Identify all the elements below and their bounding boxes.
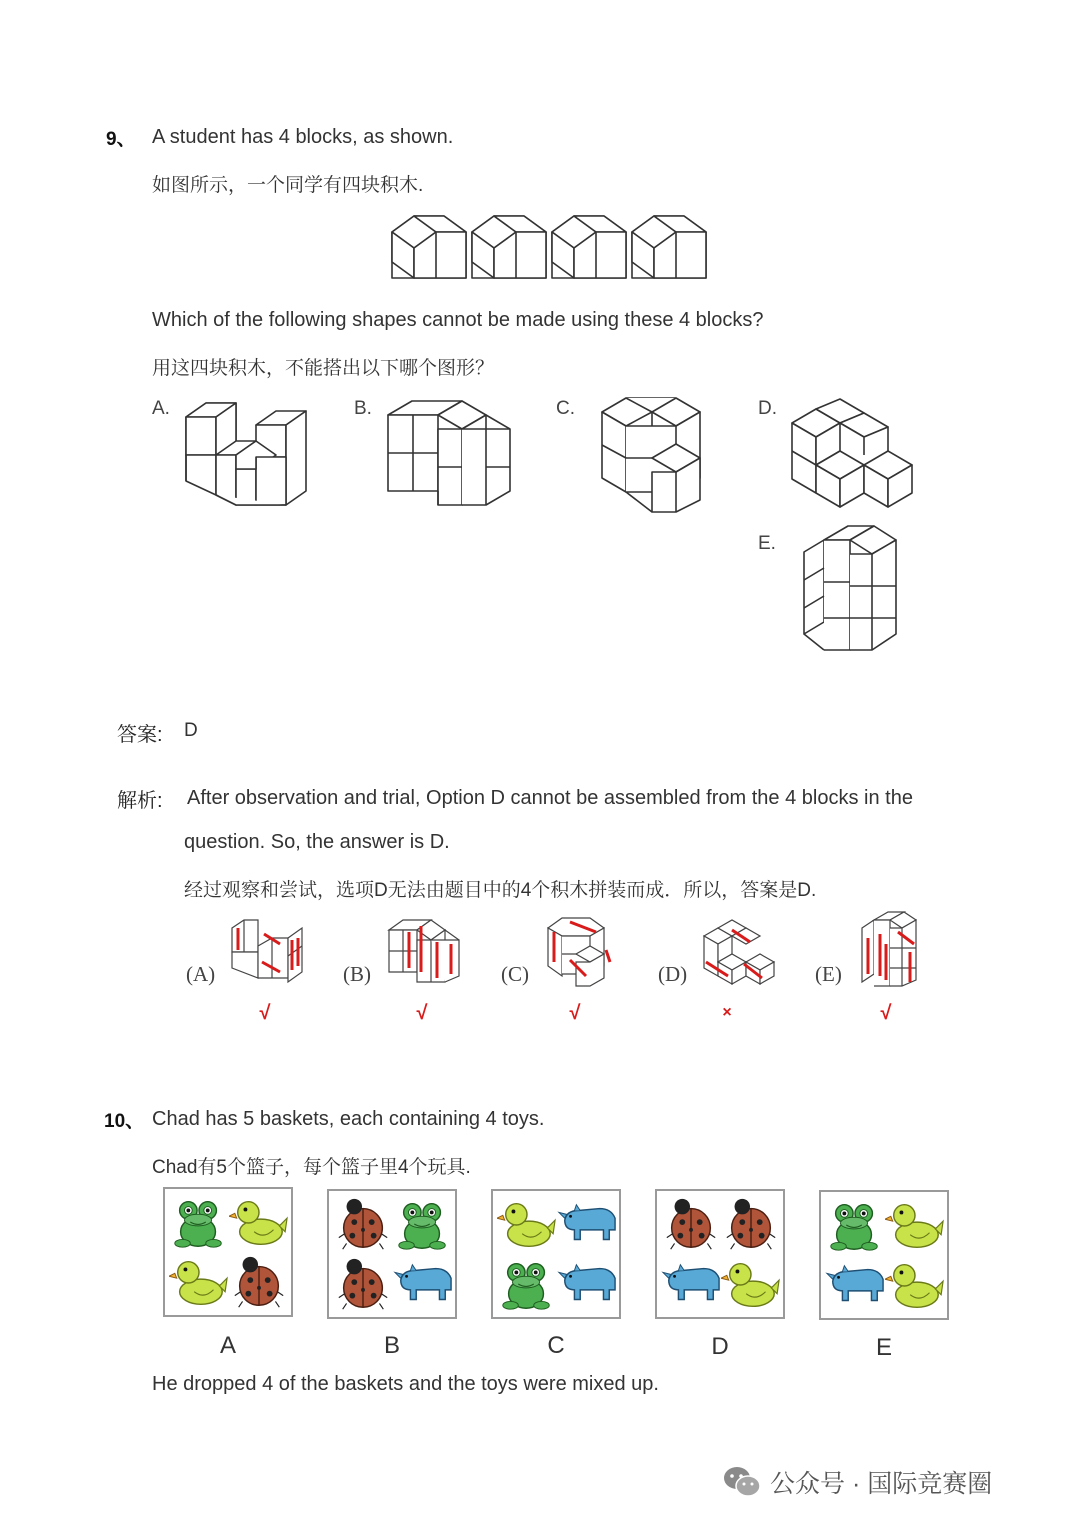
- question-9-number: 9、: [106, 129, 136, 150]
- basket-e: [819, 1190, 949, 1320]
- option-b-label: B.: [354, 398, 372, 419]
- question-10-number: 10、: [104, 1111, 145, 1132]
- solution-a-label: (A): [186, 962, 216, 986]
- solution-e-figure: [858, 910, 922, 990]
- watermark-text: 公众号 · 国际竞赛圈: [770, 1470, 993, 1498]
- solution-b-mark: √: [416, 1002, 428, 1024]
- option-a-shape: [180, 395, 315, 510]
- watermark: [722, 1464, 992, 1500]
- duck-icon: [169, 1253, 229, 1313]
- solution-d-figure: [700, 918, 780, 986]
- option-b-shape: [382, 395, 517, 510]
- option-a-label: A.: [152, 398, 170, 419]
- question-10-line1: Chad has 5 baskets, each containing 4 toys.: [152, 1108, 545, 1130]
- duck-icon: [885, 1196, 945, 1256]
- basket-c: [491, 1189, 621, 1319]
- basket-b-label: B: [383, 1332, 400, 1359]
- solution-b-figure: [385, 916, 465, 986]
- rhino-icon: [557, 1195, 617, 1255]
- analysis-label: 解析:: [117, 790, 163, 812]
- frog-icon: [393, 1195, 453, 1255]
- solution-c-figure: [544, 914, 616, 988]
- question-9-prompt: Which of the following shapes cannot be made using these 4 blocks?: [152, 309, 764, 331]
- basket-b: [327, 1189, 457, 1319]
- option-d-label: D.: [758, 398, 777, 419]
- question-9-line1-cn: 如图所示，一个同学有四块积木.: [152, 175, 424, 196]
- basket-a: [163, 1187, 293, 1317]
- option-e-label: E.: [758, 533, 776, 554]
- solution-b-label: (B): [343, 962, 371, 986]
- solution-e-label: (E): [815, 962, 842, 986]
- solution-e-mark: √: [880, 1002, 892, 1024]
- analysis-text-en-2: question. So, the answer is D.: [184, 831, 450, 853]
- basket-e-label: E: [875, 1334, 892, 1361]
- frog-icon: [497, 1255, 557, 1315]
- duck-icon: [497, 1195, 557, 1255]
- duck-icon: [721, 1255, 781, 1315]
- option-c-shape: [596, 392, 706, 514]
- option-c-label: C.: [556, 398, 575, 419]
- frog-icon: [169, 1193, 229, 1253]
- duck-icon: [885, 1256, 945, 1316]
- rhino-icon: [393, 1255, 453, 1315]
- option-e-shape: [798, 522, 903, 654]
- question-10-line1-cn: Chad有5个篮子，每个篮子里4个玩具.: [152, 1157, 471, 1178]
- basket-d-label: D: [711, 1333, 729, 1360]
- ladybug-icon: [661, 1195, 721, 1255]
- solution-a-mark: √: [259, 1002, 271, 1024]
- rhino-icon: [557, 1255, 617, 1315]
- analysis-text-cn: 经过观察和尝试，选项D无法由题目中的4个积木拼装而成．所以，答案是D.: [184, 880, 817, 901]
- solution-d-mark: ×: [722, 1004, 732, 1021]
- ladybug-icon: [721, 1195, 781, 1255]
- solution-d-label: (D): [658, 962, 688, 986]
- basket-d: [655, 1189, 785, 1319]
- solution-c-label: (C): [501, 962, 529, 986]
- option-d-shape: [786, 395, 918, 510]
- ladybug-icon: [333, 1255, 393, 1315]
- question-10-line2: He dropped 4 of the baskets and the toys were mixed up.: [152, 1373, 659, 1395]
- rhino-icon: [825, 1256, 885, 1316]
- question-9-line1: A student has 4 blocks, as shown.: [152, 126, 454, 148]
- ladybug-icon: [229, 1253, 289, 1313]
- basket-a-label: A: [219, 1332, 236, 1359]
- ladybug-icon: [333, 1195, 393, 1255]
- basket-c-label: C: [547, 1332, 565, 1359]
- answer-label: 答案:: [117, 724, 163, 746]
- frog-icon: [825, 1196, 885, 1256]
- solution-a-figure: [228, 916, 308, 986]
- rhino-icon: [661, 1255, 721, 1315]
- answer-value: D: [184, 720, 198, 741]
- analysis-text-en-1: After observation and trial, Option D cannot be assembled from the 4 blocks in the: [187, 787, 913, 809]
- wechat-icon: [722, 1465, 762, 1499]
- duck-icon: [229, 1193, 289, 1253]
- four-blocks-figure: [388, 210, 718, 285]
- solution-c-mark: √: [569, 1002, 581, 1024]
- question-9-prompt-cn: 用这四块积木，不能搭出以下哪个图形？: [152, 358, 495, 379]
